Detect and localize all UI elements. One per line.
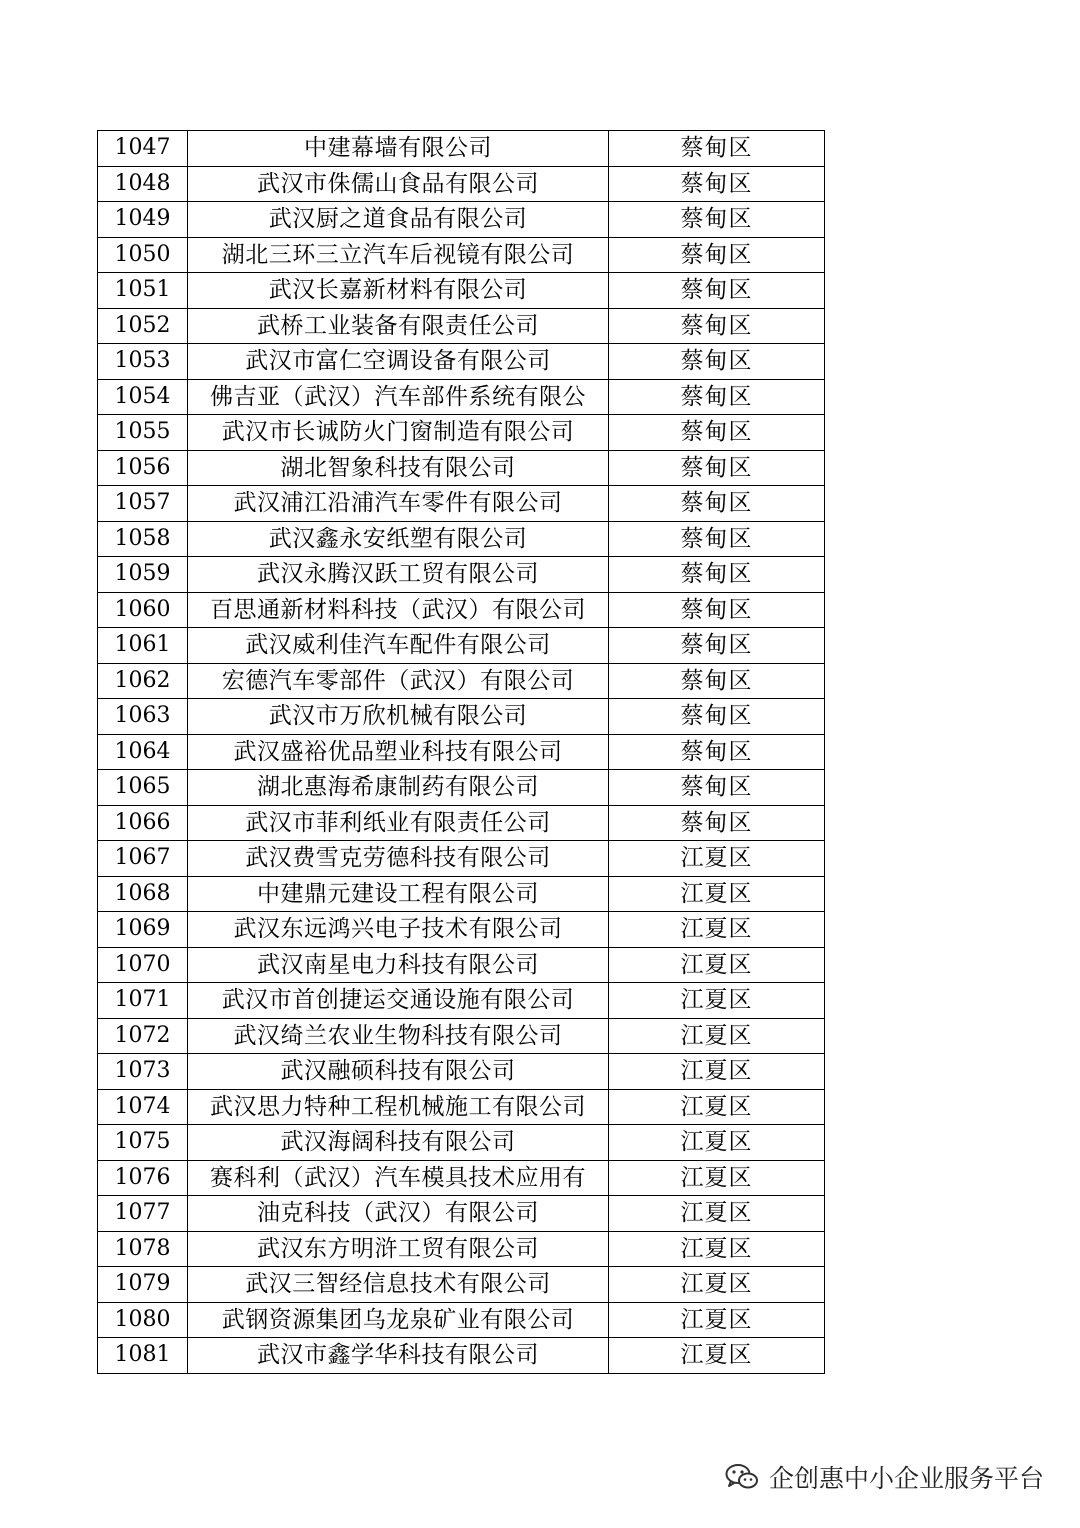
- table-row: [98, 415, 825, 451]
- row-number: 1079: [98, 1267, 188, 1303]
- row-number: 1064: [98, 734, 188, 770]
- company-name: 武汉海阔科技有限公司: [188, 1125, 609, 1161]
- district-name: 江夏区: [609, 1231, 825, 1267]
- company-name: 中建鼎元建设工程有限公司: [188, 876, 609, 912]
- row-number: 1069: [98, 912, 188, 948]
- table-row: [98, 308, 825, 344]
- table-row: [98, 202, 825, 238]
- district-name: 蔡甸区: [609, 166, 825, 202]
- row-number: 1080: [98, 1302, 188, 1338]
- row-number: 1066: [98, 805, 188, 841]
- company-name: 武钢资源集团乌龙泉矿业有限公司: [188, 1302, 609, 1338]
- row-number: 1078: [98, 1231, 188, 1267]
- row-number: 1075: [98, 1125, 188, 1161]
- row-number: 1068: [98, 876, 188, 912]
- district-name: 蔡甸区: [609, 450, 825, 486]
- district-name: 江夏区: [609, 947, 825, 983]
- row-number: 1048: [98, 166, 188, 202]
- watermark: [725, 1459, 1044, 1495]
- table-row: [98, 699, 825, 735]
- district-name: 蔡甸区: [609, 521, 825, 557]
- company-name: 武汉市长诚防火门窗制造有限公司: [188, 415, 609, 451]
- table-row: [98, 1018, 825, 1054]
- table-row: [98, 1089, 825, 1125]
- table-body: [98, 131, 825, 1374]
- district-name: 江夏区: [609, 1196, 825, 1232]
- table-row: [98, 1160, 825, 1196]
- district-name: 江夏区: [609, 1018, 825, 1054]
- district-name: 江夏区: [609, 1267, 825, 1303]
- table-row: [98, 841, 825, 877]
- district-name: 蔡甸区: [609, 237, 825, 273]
- district-name: 蔡甸区: [609, 486, 825, 522]
- district-name: 江夏区: [609, 1125, 825, 1161]
- company-name: 武汉威利佳汽车配件有限公司: [188, 628, 609, 664]
- table-row: [98, 592, 825, 628]
- company-name: 武汉市首创捷运交通设施有限公司: [188, 983, 609, 1019]
- district-name: 蔡甸区: [609, 344, 825, 380]
- table-row: [98, 344, 825, 380]
- row-number: 1058: [98, 521, 188, 557]
- district-name: 蔡甸区: [609, 663, 825, 699]
- row-number: 1049: [98, 202, 188, 238]
- table-row: [98, 1338, 825, 1374]
- district-name: 江夏区: [609, 983, 825, 1019]
- district-name: 江夏区: [609, 1302, 825, 1338]
- company-name: 武汉长嘉新材料有限公司: [188, 273, 609, 309]
- company-name: 武汉市万欣机械有限公司: [188, 699, 609, 735]
- table-row: [98, 983, 825, 1019]
- company-name: 宏德汽车零部件（武汉）有限公司: [188, 663, 609, 699]
- district-name: 蔡甸区: [609, 805, 825, 841]
- company-name: 武汉费雪克劳德科技有限公司: [188, 841, 609, 877]
- company-name: 中建幕墙有限公司: [188, 131, 609, 167]
- company-name: 武汉南星电力科技有限公司: [188, 947, 609, 983]
- company-name: 武汉厨之道食品有限公司: [188, 202, 609, 238]
- company-name: 百思通新材料科技（武汉）有限公司: [188, 592, 609, 628]
- district-name: 江夏区: [609, 1054, 825, 1090]
- company-name: 湖北惠海希康制药有限公司: [188, 770, 609, 806]
- company-name: 武汉永腾汉跃工贸有限公司: [188, 557, 609, 593]
- district-name: 江夏区: [609, 1338, 825, 1374]
- district-name: 蔡甸区: [609, 770, 825, 806]
- company-name: 武汉市侏儒山食品有限公司: [188, 166, 609, 202]
- district-name: 江夏区: [609, 841, 825, 877]
- table-row: [98, 1267, 825, 1303]
- company-name: 赛科利（武汉）汽车模具技术应用有: [188, 1160, 609, 1196]
- row-number: 1061: [98, 628, 188, 664]
- company-name: 佛吉亚（武汉）汽车部件系统有限公: [188, 379, 609, 415]
- row-number: 1051: [98, 273, 188, 309]
- row-number: 1047: [98, 131, 188, 167]
- district-name: 江夏区: [609, 876, 825, 912]
- row-number: 1054: [98, 379, 188, 415]
- district-name: 江夏区: [609, 1160, 825, 1196]
- row-number: 1081: [98, 1338, 188, 1374]
- wechat-icon: [725, 1463, 759, 1491]
- watermark-text: 企创惠中小企业服务平台: [768, 1464, 1044, 1493]
- table-row: [98, 450, 825, 486]
- district-name: 蔡甸区: [609, 592, 825, 628]
- row-number: 1057: [98, 486, 188, 522]
- company-name: 武汉市富仁空调设备有限公司: [188, 344, 609, 380]
- row-number: 1070: [98, 947, 188, 983]
- district-name: 蔡甸区: [609, 415, 825, 451]
- table-row: [98, 1302, 825, 1338]
- row-number: 1071: [98, 983, 188, 1019]
- row-number: 1074: [98, 1089, 188, 1125]
- company-name: 武汉绮兰农业生物科技有限公司: [188, 1018, 609, 1054]
- table-row: [98, 273, 825, 309]
- table-row: [98, 947, 825, 983]
- table-row: [98, 1125, 825, 1161]
- company-name: 武汉市菲利纸业有限责任公司: [188, 805, 609, 841]
- table-row: [98, 237, 825, 273]
- district-name: 蔡甸区: [609, 628, 825, 664]
- company-name: 武汉市鑫学华科技有限公司: [188, 1338, 609, 1374]
- company-name: 武汉盛裕优品塑业科技有限公司: [188, 734, 609, 770]
- district-name: 蔡甸区: [609, 273, 825, 309]
- table-row: [98, 131, 825, 167]
- district-name: 蔡甸区: [609, 734, 825, 770]
- company-name: 武汉三智经信息技术有限公司: [188, 1267, 609, 1303]
- table-row: [98, 876, 825, 912]
- table-row: [98, 166, 825, 202]
- company-name: 武汉东方明浒工贸有限公司: [188, 1231, 609, 1267]
- row-number: 1077: [98, 1196, 188, 1232]
- table-row: [98, 628, 825, 664]
- company-name: 武汉思力特种工程机械施工有限公司: [188, 1089, 609, 1125]
- district-name: 江夏区: [609, 1089, 825, 1125]
- table-row: [98, 770, 825, 806]
- district-name: 蔡甸区: [609, 379, 825, 415]
- row-number: 1056: [98, 450, 188, 486]
- company-list-table: [97, 130, 825, 1374]
- table-row: [98, 486, 825, 522]
- company-name: 武汉融硕科技有限公司: [188, 1054, 609, 1090]
- district-name: 蔡甸区: [609, 308, 825, 344]
- district-name: 蔡甸区: [609, 131, 825, 167]
- row-number: 1055: [98, 415, 188, 451]
- row-number: 1059: [98, 557, 188, 593]
- table-row: [98, 521, 825, 557]
- district-name: 蔡甸区: [609, 699, 825, 735]
- company-name: 湖北三环三立汽车后视镜有限公司: [188, 237, 609, 273]
- row-number: 1053: [98, 344, 188, 380]
- company-name: 湖北智象科技有限公司: [188, 450, 609, 486]
- table-row: [98, 557, 825, 593]
- row-number: 1060: [98, 592, 188, 628]
- table-row: [98, 1231, 825, 1267]
- row-number: 1072: [98, 1018, 188, 1054]
- row-number: 1052: [98, 308, 188, 344]
- row-number: 1063: [98, 699, 188, 735]
- table-row: [98, 805, 825, 841]
- district-name: 蔡甸区: [609, 202, 825, 238]
- table-row: [98, 734, 825, 770]
- row-number: 1067: [98, 841, 188, 877]
- table-row: [98, 1054, 825, 1090]
- row-number: 1073: [98, 1054, 188, 1090]
- row-number: 1050: [98, 237, 188, 273]
- company-name: 武桥工业装备有限责任公司: [188, 308, 609, 344]
- company-name: 武汉东远鸿兴电子技术有限公司: [188, 912, 609, 948]
- district-name: 蔡甸区: [609, 557, 825, 593]
- company-name: 武汉鑫永安纸塑有限公司: [188, 521, 609, 557]
- company-name: 油克科技（武汉）有限公司: [188, 1196, 609, 1232]
- company-name: 武汉浦江沿浦汽车零件有限公司: [188, 486, 609, 522]
- district-name: 江夏区: [609, 912, 825, 948]
- table-row: [98, 1196, 825, 1232]
- table-row: [98, 912, 825, 948]
- row-number: 1076: [98, 1160, 188, 1196]
- row-number: 1062: [98, 663, 188, 699]
- table-row: [98, 663, 825, 699]
- row-number: 1065: [98, 770, 188, 806]
- table-row: [98, 379, 825, 415]
